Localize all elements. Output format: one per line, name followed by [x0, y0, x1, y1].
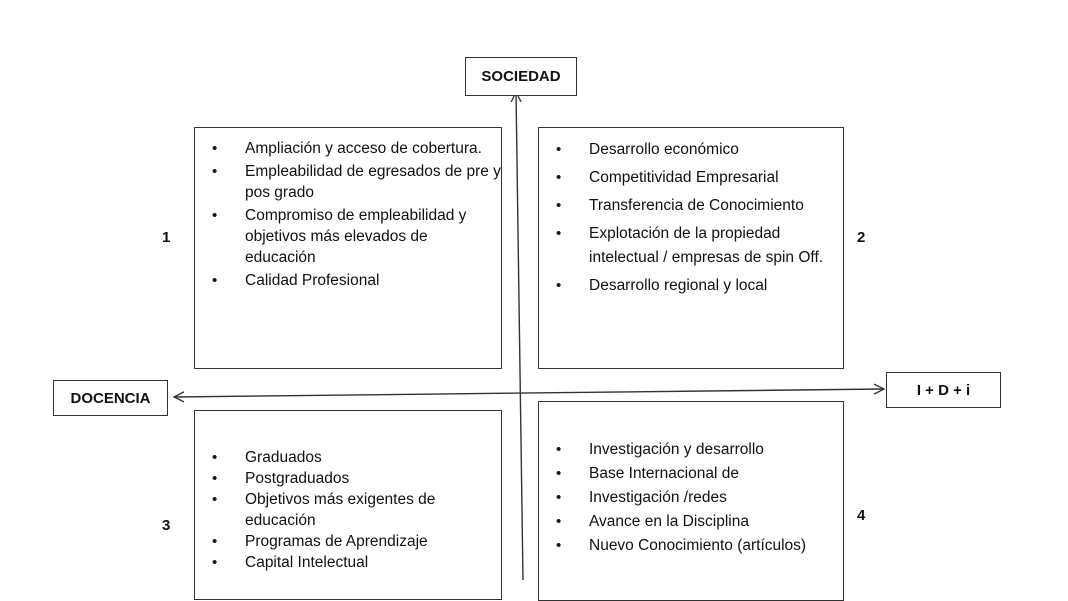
- quadrant-1-box: [194, 127, 502, 369]
- list-item: • Desarrollo regional y local: [539, 274, 843, 298]
- list-item: • Postgraduados: [195, 468, 501, 489]
- quadrant-3-list: [195, 447, 501, 573]
- list-item: • Base Internacional de: [539, 462, 843, 486]
- idi-label-box: [886, 372, 1001, 408]
- list-item: • Investigación y desarrollo: [539, 438, 843, 462]
- list-item: • Compromiso de empleabilidad y objetivos más elevados de educación: [195, 205, 501, 268]
- list-item: • Calidad Profesional: [195, 270, 501, 291]
- list-item: • Transferencia de Conocimiento: [539, 194, 843, 218]
- list-item: • Explotación de la propiedad intelectual / empresas de spin Off.: [539, 222, 843, 270]
- quadrant-2-list: [539, 138, 843, 298]
- quadrant-1-list: [195, 138, 501, 291]
- list-item: • Avance en la Disciplina: [539, 510, 843, 534]
- list-item: • Investigación /redes: [539, 486, 843, 510]
- list-item: • Desarrollo económico: [539, 138, 843, 162]
- quadrant-2-box: [538, 127, 844, 369]
- list-item: • Programas de Aprendizaje: [195, 531, 501, 552]
- quadrant-4-number: 4: [857, 507, 866, 524]
- quadrant-4-list: [539, 438, 843, 558]
- list-item: • Empleabilidad de egresados de pre y pos grado: [195, 161, 501, 203]
- idi-label: I + D + i: [916, 381, 971, 399]
- vertical-axis-line: [516, 92, 523, 580]
- list-item: • Objetivos más exigentes de educación: [195, 489, 501, 531]
- list-item: • Ampliación y acceso de cobertura.: [195, 138, 501, 159]
- sociedad-label: SOCIEDAD: [481, 68, 561, 85]
- quadrant-1-number: 1: [162, 229, 171, 246]
- list-item: • Nuevo Conocimiento (artículos): [539, 534, 843, 558]
- docencia-label-box: [53, 380, 168, 416]
- list-item: • Competitividad Empresarial: [539, 166, 843, 190]
- quadrant-4-box: [538, 401, 844, 601]
- quadrant-2-number: 2: [857, 229, 866, 246]
- horizontal-axis-line: [174, 389, 884, 397]
- docencia-label: DOCENCIA: [70, 389, 151, 407]
- list-item: • Graduados: [195, 447, 501, 468]
- quadrant-3-box: [194, 410, 502, 600]
- sociedad-label-box: [465, 57, 577, 96]
- quadrant-3-number: 3: [162, 517, 171, 534]
- list-item: • Capital Intelectual: [195, 552, 501, 573]
